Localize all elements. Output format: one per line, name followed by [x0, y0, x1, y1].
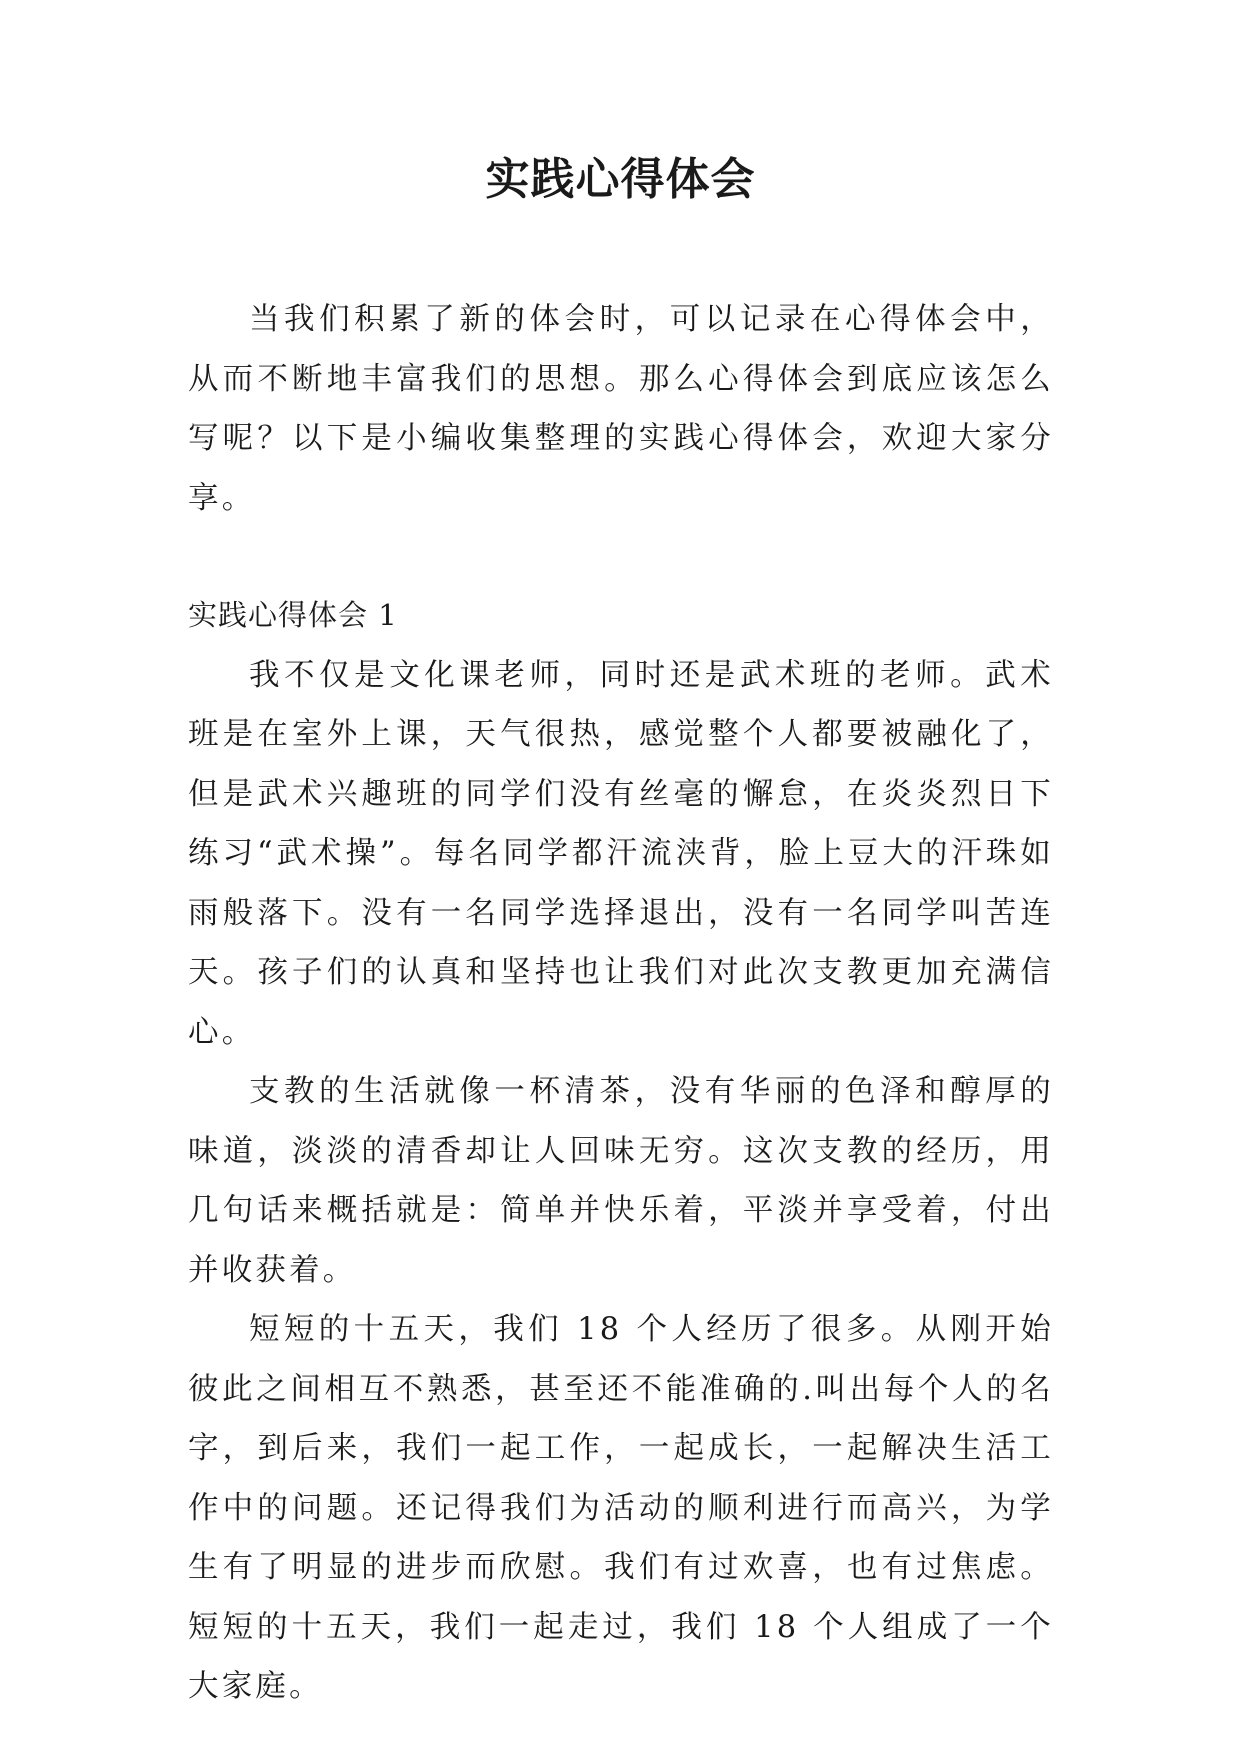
section-heading: 实践心得体会 1: [188, 598, 398, 632]
document-body: [188, 290, 1054, 1717]
intro-paragraph: 当我们积累了新的体会时，可以记录在心得体会中，从而不断地丰富我们的思想。那么心得体会到底应该怎么写呢？以下是小编收集整理的实践心得体会，欢迎大家分享。: [188, 302, 1054, 516]
body-paragraph-3: 短短的十五天，我们 18 个人经历了很多。从刚开始彼此之间相互不熟悉，甚至还不能准确的.叫出每个人的名字，到后来，我们一起工作，一起成长，一起解决生活工作中的问题。还记得我们为活动的顺利进行而高兴，为学生有了明显的进步而欣慰。我们有过欢喜，也有过焦虑。短短的十五天，我们一起走过，我们 18 个人组成了一个大家庭。: [188, 1312, 1054, 1704]
body-paragraph-1: 我不仅是文化课老师，同时还是武术班的老师。武术班是在室外上课，天气很热，感觉整个人都要被融化了，但是武术兴趣班的同学们没有丝毫的懈怠，在炎炎烈日下练习“武术操”。每名同学都汗流浃背，脸上豆大的汗珠如雨般落下。没有一名同学选择退出，没有一名同学叫苦连天。孩子们的认真和坚持也让我们对此次支教更加充满信心。: [188, 657, 1054, 1050]
document-title: 实践心得体会: [485, 154, 756, 205]
body-paragraph-2: 支教的生活就像一杯清茶，没有华丽的色泽和醇厚的味道，淡淡的清香却让人回味无穷。这次支教的经历，用几句话来概括就是：简单并快乐着，平淡并享受着，付出并收获着。: [188, 1074, 1054, 1288]
paragraph-spacer: [188, 528, 1054, 586]
